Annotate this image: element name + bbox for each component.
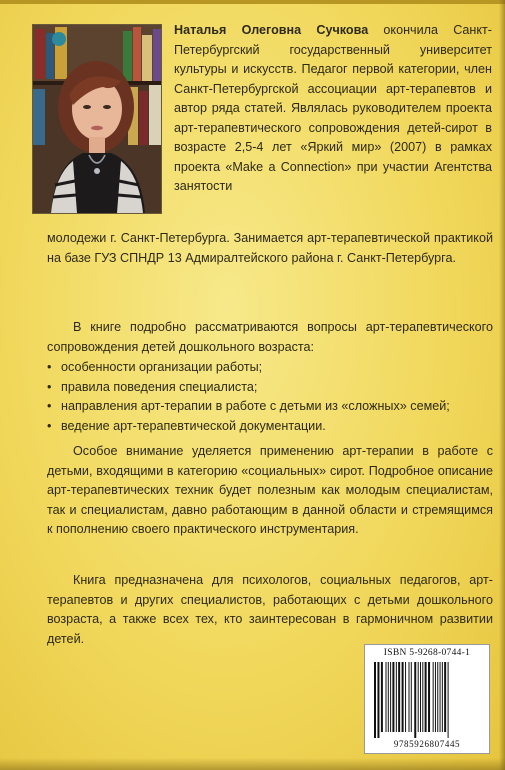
cover-top-edge [0, 0, 505, 4]
barcode-bar [442, 662, 443, 732]
barcode-bar [437, 662, 438, 732]
barcode-bar [396, 662, 397, 732]
barcode-bar [392, 662, 394, 732]
description-paragraph-2: Особое внимание уделяется применению арт-терапии в работе с детьми, входящими в категорию «социальных» сирот. Подробное описание арт-терапевтических техник будет полезным как молодым специалистам, так и специалистам, давно работающим в данной области и стремящимся к пополнению своего практического инструментария. [47, 444, 493, 536]
barcode-bar [435, 662, 436, 732]
barcode-bar [388, 662, 389, 732]
author-photo [32, 24, 162, 214]
description-intro: В книге подробно рассматриваются вопросы арт-терапевтического сопровождения детей дошкольного возраста: [47, 320, 493, 354]
author-bio-top [174, 21, 492, 197]
barcode-bar [440, 662, 441, 732]
list-item: • правила поведения специалиста; [47, 378, 493, 398]
description-paragraph-3: Книга предназначена для психологов, социальных педагогов, арт-терапевтов и других специалистов, работающих с детьми дошкольного возраста, а также всех тех, кто заинтересован в гармоничном развитии детей. [47, 573, 493, 646]
barcode-bar [381, 662, 383, 732]
barcode-bar [409, 662, 410, 732]
barcode-bar [428, 662, 430, 732]
list-item: • особенности организации работы; [47, 358, 493, 378]
barcode-bar [433, 662, 434, 732]
barcode-bar [398, 662, 400, 732]
isbn-number: ISBN 5-9268-0744-1 [383, 648, 471, 658]
cover-bottom-edge [0, 758, 505, 770]
barcode-bar [448, 662, 449, 738]
isbn-barcode [364, 644, 490, 754]
barcode-bar [390, 662, 391, 732]
barcode-bar [425, 662, 427, 732]
barcode-bar [402, 662, 404, 732]
description-bullet-list [47, 358, 493, 436]
barcode-bars [373, 662, 481, 738]
barcode-bar [411, 662, 412, 732]
cover-right-edge [499, 0, 505, 770]
barcode-bar [377, 662, 379, 738]
barcode-bar [414, 662, 416, 738]
author-bio-text-top: окончила Санкт-Петербургский государственный университет культуры и искусств. Педагог первой категории, член Санкт-Петербургской ассоциации арт-терапевтов и автор ряда статей. Являлась руководителем проекта арт-терапевтического сопровождения детей-сирот в возрасте 2,5-4 лет «Яркий мир» (2007) в рамках проекта «Make a Connection» при участии Агентства занятости [174, 23, 493, 193]
author-bio-bottom: молодежи г. Санкт-Петербурга. Занимается арт-терапевтической практикой на базе ГУЗ СПНДР 13 Адмиралтейского района г. Санкт-Петербурга. [47, 231, 493, 265]
author-name: Наталья Олеговна Сучкова [174, 23, 369, 37]
list-item: • направления арт-терапии в работе с детьми из «сложных» семей; [47, 397, 493, 417]
barcode-bar [405, 662, 406, 732]
ean-number: 9785926807445 [393, 739, 461, 749]
list-item: • ведение арт-терапевтической документации. [47, 417, 493, 437]
barcode-bar [422, 662, 423, 732]
barcode-bar [420, 662, 421, 732]
barcode-bar [374, 662, 376, 738]
barcode-bar [386, 662, 387, 732]
barcode-bar [444, 662, 446, 732]
barcode-bar [418, 662, 419, 732]
